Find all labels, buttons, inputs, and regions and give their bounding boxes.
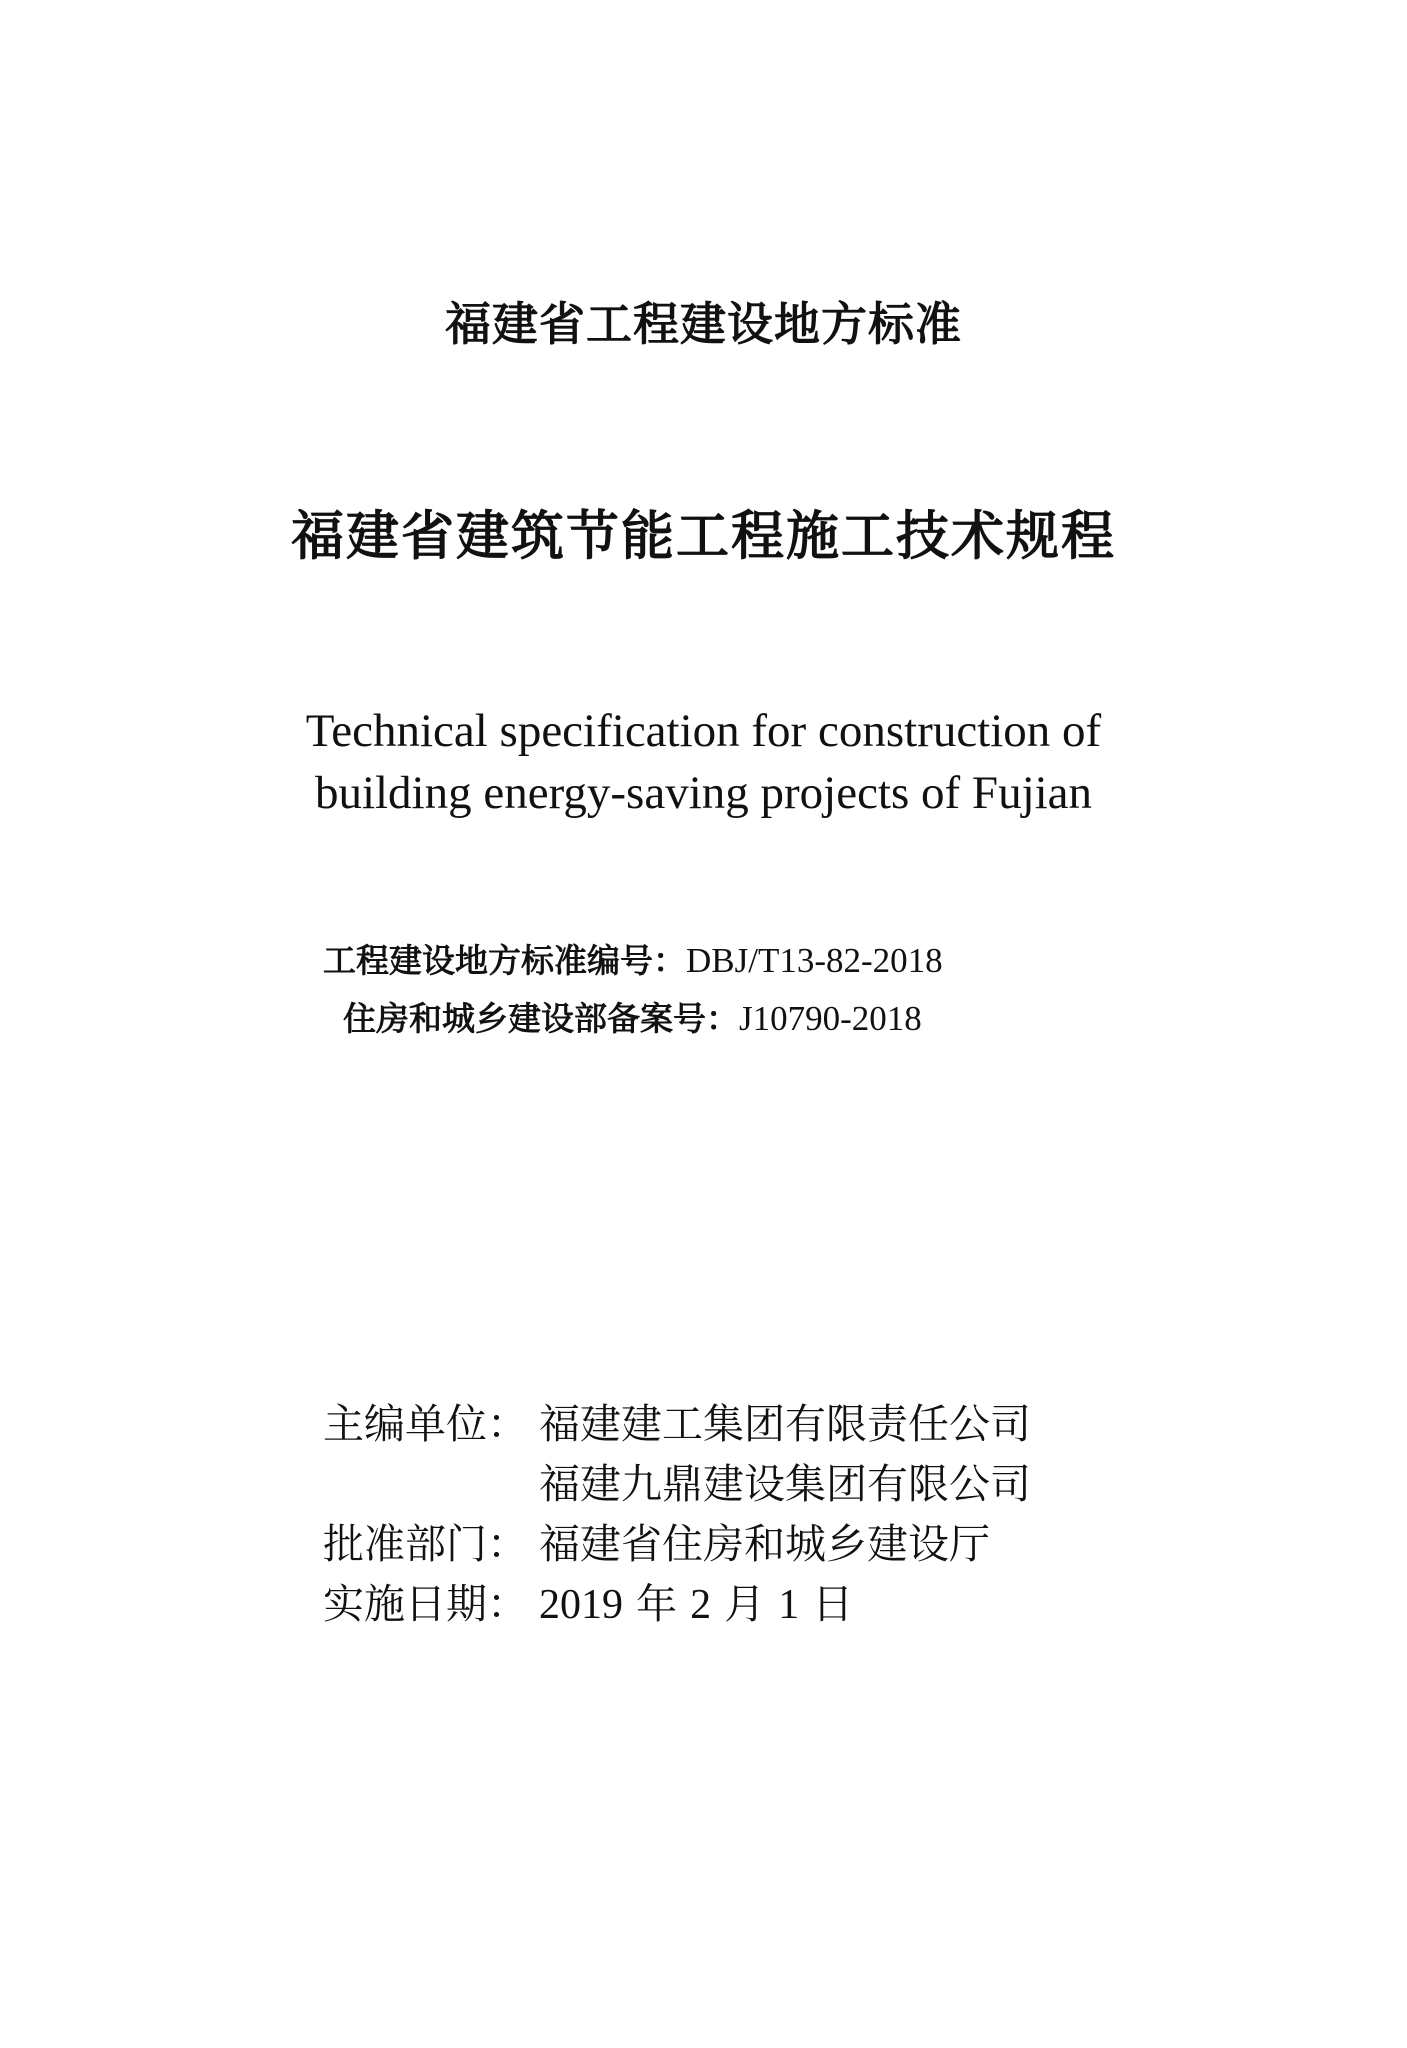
standard-number-label: 工程建设地方标准编号： <box>323 941 686 980</box>
english-title-line-2: building energy-saving projects of Fujian <box>314 767 1093 819</box>
date-value <box>539 1574 853 1635</box>
standard-codes <box>323 932 1223 1048</box>
record-number-label: 住房和城乡建设部备案号： <box>343 999 739 1038</box>
date-month-unit: 月 <box>724 1580 766 1628</box>
english-title <box>0 700 1407 824</box>
date-year-unit: 年 <box>636 1580 678 1628</box>
main-title: 福建省建筑节能工程施工技术规程 <box>291 506 1116 567</box>
publication-info <box>323 1394 1223 1635</box>
editor-value-2: 福建九鼎建设集团有限公司 <box>539 1460 1031 1508</box>
editor-value-1: 福建建工集团有限责任公司 <box>539 1400 1031 1448</box>
date-year: 2019 <box>539 1582 623 1628</box>
record-number-line <box>323 990 1223 1048</box>
approval-label: 批准部门： <box>323 1520 528 1568</box>
date-day: 1 <box>778 1582 800 1628</box>
date-label: 实施日期： <box>323 1580 528 1628</box>
date-day-unit: 日 <box>812 1580 854 1628</box>
record-number-value: J10790-2018 <box>739 999 922 1038</box>
standard-number-value: DBJ/T13-82-2018 <box>686 941 943 980</box>
editor-label: 主编单位： <box>323 1400 528 1448</box>
standard-number-line <box>323 932 1223 990</box>
date-row <box>323 1574 1223 1635</box>
english-title-line-1: Technical specification for construction of <box>305 705 1102 757</box>
editor-row-2 <box>323 1454 1223 1514</box>
editor-row <box>323 1394 1223 1454</box>
date-month: 2 <box>690 1582 712 1628</box>
series-title: 福建省工程建设地方标准 <box>445 297 962 351</box>
editor-label-spacer <box>323 1454 539 1514</box>
approval-row <box>323 1514 1223 1574</box>
approval-value: 福建省住房和城乡建设厅 <box>539 1520 990 1568</box>
